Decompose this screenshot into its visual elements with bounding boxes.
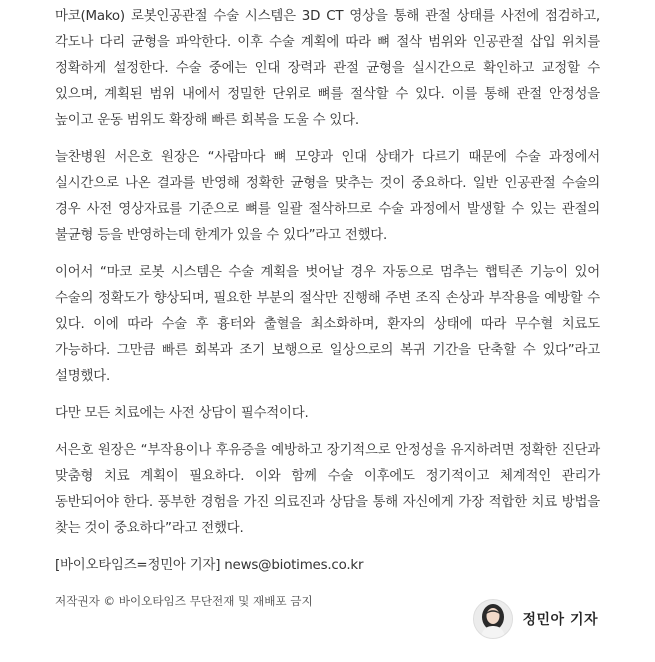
article-body (55, 4, 600, 610)
reporter-profile[interactable] (473, 599, 599, 639)
article-paragraph-4: 다만 모든 치료에는 사전 상담이 필수적이다. (55, 406, 309, 421)
article-paragraph-2: 늘찬병원 서은호 원장은 “사람마다 뼈 모양과 인대 상태가 다르기 때문에 수술 과정에서 실시간으로 나온 결과를 반영해 정확한 균형을 맞추는 것이 중요하다. 일반 인공관절 수술의 경우 사전 영상자료를 기준으로 뼈를 일괄 절삭하므로 수술 과정에서 발생할 수 있는 관절의 불균형 등을 반영하는데 한계가 있을 수 있다”라고 전했다. (55, 150, 600, 243)
article-paragraph-3: 이어서 “마코 로봇 시스템은 수술 계획을 벗어날 경우 자동으로 멈추는 햅틱존 기능이 있어 수술의 정확도가 향상되며, 필요한 부분의 절삭만 진행해 주변 조직 손상과 부작용을 예방할 수 있다. 이에 따라 수술 후 흉터와 출혈을 최소화하며, 환자의 상태에 따라 무수혈 치료도 가능하다. 그만큼 빠른 회복과 조기 보행으로 일상으로의 복귀 기간을 단축할 수 있다”라고 설명했다. (55, 265, 600, 384)
reporter-avatar-icon[interactable] (473, 599, 513, 639)
article-paragraph-1: 마코(Mako) 로봇인공관절 수술 시스템은 3D CT 영상을 통해 관절 상태를 사전에 점검하고, 각도나 다리 균형을 파악한다. 이후 수술 계획에 따라 뼈 절삭 범위와 인공관절 삽입 위치를 정확하게 설정한다. 수술 중에는 인대 장력과 관절 균형을 실시간으로 확인하고 교정할 수 있으며, 계획된 범위 내에서 정밀한 단위로 뼈를 절삭할 수 있다. 이를 통해 관절 안정성을 높이고 운동 범위도 확장해 빠른 회복을 도울 수 있다. (55, 9, 600, 128)
article-byline: [바이오타임즈=정민아 기자] news@biotimes.co.kr (55, 558, 364, 573)
article-paragraph-5: 서은호 원장은 “부작용이나 후유증을 예방하고 장기적으로 안정성을 유지하려면 정확한 진단과 맞춤형 치료 계획이 필요하다. 이와 함께 수술 이후에도 정기적이고 체계적인 관리가 동반되어야 한다. 풍부한 경험을 가진 의료진과 상담을 통해 자신에게 가장 적합한 치료 방법을 찾는 것이 중요하다”라고 전했다. (55, 443, 600, 536)
reporter-name[interactable]: 정민아 기자 (522, 612, 598, 628)
copyright-notice: 저작권자 © 바이오타임즈 무단전재 및 재배포 금지 (55, 594, 313, 608)
